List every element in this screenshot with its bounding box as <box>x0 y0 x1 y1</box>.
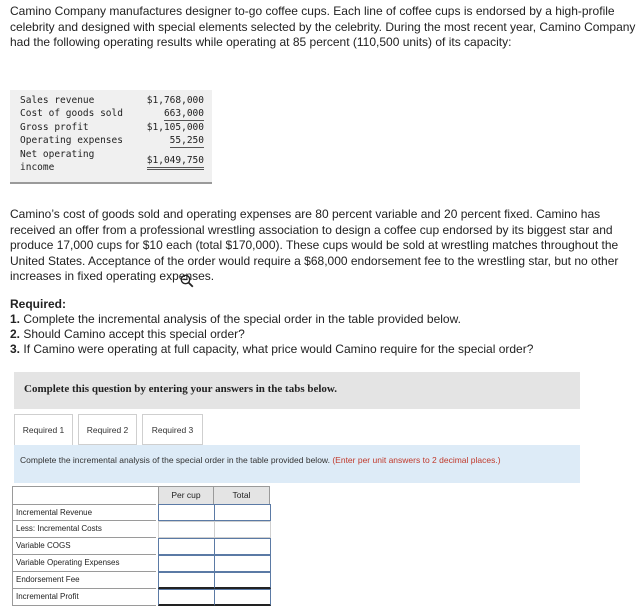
problem-intro: Camino Company manufactures designer to-go coffee cups. Each line of coffee cups is endorsed by a high-profile celebrity and designed with special elements selected by the celebrity. During the most recent year, Camino Company had the following operating results while operating at 85 percent (110,500 units) of its capacity: <box>10 4 636 49</box>
row-label-incremental-costs: Less: Incremental Costs <box>12 521 156 538</box>
fin-label: Gross profit <box>20 122 89 133</box>
requirement-text: Should Camino accept this special order? <box>23 327 245 341</box>
per-cup-input-variable-cogs[interactable] <box>158 538 215 555</box>
fin-label-cont: income <box>20 162 55 173</box>
requirement-number: 1. <box>10 312 21 326</box>
requirement-3 <box>10 342 533 356</box>
fin-label: Cost of goods sold <box>20 108 123 119</box>
requirement-text: Complete the incremental analysis of the special order in the table provided below. <box>23 312 461 326</box>
fin-value: $1,768,000 <box>146 95 204 106</box>
row-label-incremental-profit: Incremental Profit <box>12 589 156 606</box>
per-cup-cell-costs <box>158 521 215 538</box>
fin-value: 663,000 <box>163 108 204 119</box>
costs-paragraph: Camino’s cost of goods sold and operating expenses are 80 percent variable and 20 percent fixed. Camino has received an offer from a professional wrestling association to design a coffee cup endorsed by its biggest star and produce 17,000 cups for $10 each (total $170,000). These cups would be sold at wrestling matches throughout the United States. Acceptance of the order would require a $68,000 endorsement fee to the wrestling star, but no other increases in fixed operating expenses. <box>10 207 619 283</box>
tab-required-1[interactable]: Required 1 <box>14 414 73 446</box>
banner-text: Complete this question by entering your answers in the tabs below. <box>24 383 338 395</box>
total-cell-costs <box>214 521 271 538</box>
requirement-text: If Camino were operating at full capacity, what price would Camino require for the special order? <box>23 342 534 356</box>
tab-required-2[interactable]: Required 2 <box>78 414 137 445</box>
column-header-total: Total <box>214 486 270 504</box>
total-input-incremental-profit[interactable] <box>214 589 271 606</box>
fin-value: $1,049,750 <box>147 154 204 170</box>
per-cup-input-variable-opex[interactable] <box>158 555 215 572</box>
total-input-revenue[interactable] <box>214 504 271 521</box>
per-cup-input-endorsement-fee[interactable] <box>158 572 215 589</box>
requirement-2 <box>10 327 245 341</box>
financial-results-table <box>10 90 212 184</box>
fin-label: Operating expenses <box>20 135 123 146</box>
fin-value: $1,105,000 <box>146 122 204 133</box>
per-cup-input-incremental-profit[interactable] <box>158 589 215 606</box>
fin-label: Net operating <box>20 149 95 160</box>
zoom-out-icon[interactable] <box>180 274 194 288</box>
instruction-hint: (Enter per unit answers to 2 decimal places.) <box>332 455 501 465</box>
column-header-per-cup: Per cup <box>158 486 214 504</box>
tab-required-3[interactable]: Required 3 <box>142 414 203 445</box>
total-input-endorsement-fee[interactable] <box>214 572 271 589</box>
required-heading: Required: <box>10 297 67 311</box>
fin-label: Sales revenue <box>20 95 95 106</box>
total-input-variable-cogs[interactable] <box>214 538 271 555</box>
per-cup-input-revenue[interactable] <box>158 504 215 521</box>
requirement-number: 2. <box>10 327 21 341</box>
total-input-variable-opex[interactable] <box>214 555 271 572</box>
incremental-analysis-table <box>12 486 270 606</box>
instruction-text: Complete the incremental analysis of the special order in the table provided below. <box>20 455 330 465</box>
question-banner <box>14 372 580 409</box>
instruction-box <box>14 445 580 483</box>
row-label-endorsement-fee: Endorsement Fee <box>12 572 156 589</box>
fin-value: 55,250 <box>169 135 204 146</box>
requirement-number: 3. <box>10 342 21 356</box>
requirement-1 <box>10 312 461 326</box>
table-corner <box>12 486 159 504</box>
row-label-variable-opex: Variable Operating Expenses <box>12 555 156 572</box>
row-label-variable-cogs: Variable COGS <box>12 538 156 555</box>
row-label-incremental-revenue: Incremental Revenue <box>12 504 156 521</box>
